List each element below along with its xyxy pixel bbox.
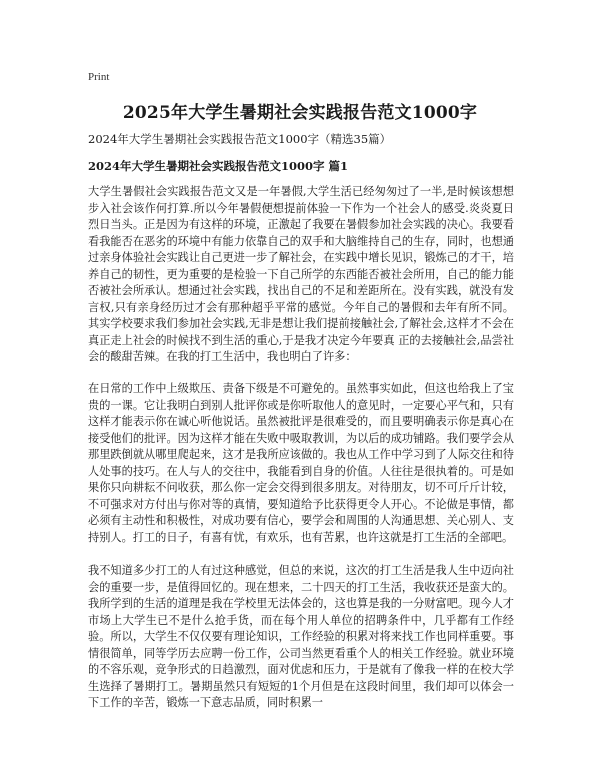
section-heading: 2024年大学生暑期社会实践报告范文1000字 篇1 (88, 159, 349, 173)
paragraph-2: 在日常的工作中上级欺压、责备下级是不可避免的。虽然事实如此，但这也给我上了宝贵的一课。它让我明白到别人批评你或是你听取他人的意见时，一定要心平气和，只有这样才能表示你在诚心听他说话。虽然被批评是很难受的，而且要明确表示你是真心在接受他们的批评。因为这样才能在失败中吸取教训，为以后的成功铺路。我们要学会从那里跌倒就从哪里爬起来，这才是我所应该做的。我也从工作中学习到了人际交往和待人处事的技巧。在人与人的交往中，我能看到自身的价值。人往往是很执着的。可是如果你只向耕耘不问收获，那么你一定会交得到很多朋友。对待朋友，切不可斤斤计较，不可强求对方付出与你对等的真情，要知道给予比获得更令人开心。不论做是事情，都必须有主动性和积极性，对成功要有信心，要学会和周围的人沟通思想、关心别人、支持别人。打工的日子，有喜有忧，有欢乐，也有苦累，也许这就是打工生活的全部吧。 (88, 382, 514, 544)
paragraph-3: 我不知道多少打工的人有过这种感觉，但总的来说，这次的打工生活是我人生中迈向社会的重要一步，是值得回忆的。现在想来，二十四天的打工生活，我收获还是蛮大的。我所学到的生活的道理是我在学校里无法体会的，这也算是我的一分财富吧。现今人才市场上大学生已不是什么抢手货，而在每个用人单位的招聘条件中，几乎都有工作经验。所以，大学生不仅仅要有理论知识，工作经验的积累对将来找工作也同样重要。事情很简单，同等学历去应聘一份工作，公司当然更看重个人的相关工作经验。就业环境的不容乐观，竞争形式的日趋激烈，面对优虑和压力，于是就有了像我一样的在校大学生选择了暑期打工。暑期虽然只有短短的1个月但是在这段时间里，我们却可以体会一下工作的辛苦，锻炼一下意志品质，同时积累一 (88, 564, 514, 709)
paragraph-1: 大学生暑假社会实践报告范文又是一年暑假,大学生活已经匆匆过了一半,是时候该想想步入社会该作何打算.所以今年暑假便想提前体验一下作为一个社会人的感受.炎炎夏日烈日当头。正是因为有这样的环境，正激起了我要在暑假参加社会实践的决心。我要看看我能否在恶劣的环境中有能力依靠自己的双手和大脑维持自己的生存，同时，也想通过亲身体验社会实践让自己更进一步了解社会，在实践中增长见识，锻炼己的才干，培养自己的韧性，更为重要的是检验一下自己所学的东西能否被社会所用，自己的能力能否被社会所承认。想通过社会实践，找出自己的不足和差距所在。没有实践，就没有发言权,只有亲身经历过才会有那种超乎平常的感觉。今年自己的暑假和去年有所不同。其实学校要求我们参加社会实践,无非是想让我们提前接触社会,了解社会,这样才不会在真正走上社会的时候找不到生活的重心,于是我才决定今年要真 正的去接触社会,品尝社会的酸甜苦辣。在我的打工生活中，我也明白了许多： (88, 185, 514, 363)
document-subtitle: 2024年大学生暑期社会实践报告范文1000字（精选35篇） (88, 132, 392, 146)
page-title: 2025年大学生暑期社会实践报告范文1000字 (122, 103, 478, 123)
print-link[interactable]: Print (88, 71, 110, 83)
